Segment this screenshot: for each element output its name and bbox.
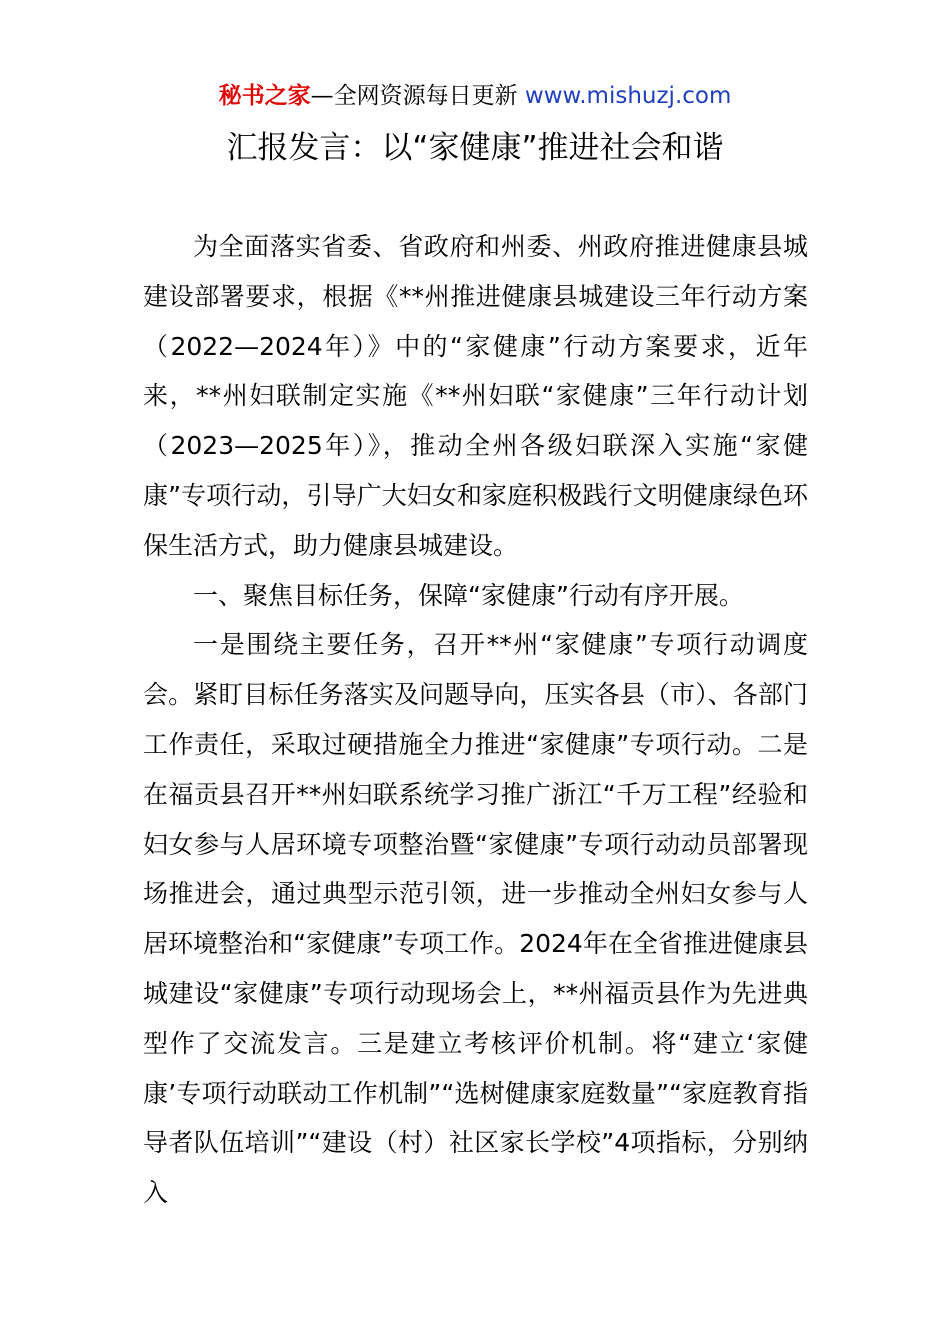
site-header: [0, 78, 950, 114]
document-body: [143, 222, 808, 1218]
intro-paragraph: 为全面落实省委、省政府和州委、州政府推进健康县城建设部署要求，根据《**州推进健康县城建设三年行动方案（2022—2024年）》中的“家健康”行动方案要求，近年来，**州妇联制定实施《**州妇联“家健康”三年行动计划（2023—2025年）》，推动全州各级妇联深入实施“家健康”专项行动，引导广大妇女和家庭积极践行文明健康绿色环保生活方式，助力健康县城建设。: [143, 232, 808, 560]
section-1-paragraph: 一是围绕主要任务，召开**州“家健康”专项行动调度会。紧盯目标任务落实及问题导向，压实各县（市）、各部门工作责任，采取过硬措施全力推进“家健康”专项行动。二是在福贡县召开**州妇联系统学习推广浙江“千万工程”经验和妇女参与人居环境专项整治暨“家健康”专项行动动员部署现场推进会，通过典型示范引领，进一步推动全州妇女参与人居环境整治和“家健康”专项工作。2024年在全省推进健康县城建设“家健康”专项行动现场会上，**州福贡县作为先进典型作了交流发言。三是建立考核评价机制。将“建立‘家健康’专项行动联动工作机制”“选树健康家庭数量”“家庭教育指导者队伍培训”“建设（村）社区家长学校”4项指标，分别纳入: [143, 630, 808, 1208]
site-url-link[interactable]: www.mishuzj.com: [524, 83, 732, 109]
site-tagline: —全网资源每日更新: [310, 83, 518, 109]
section-heading-1: 一、聚焦目标任务，保障“家健康”行动有序开展。: [193, 580, 744, 610]
brand-name: 秘书之家: [218, 83, 311, 109]
document-title: 汇报发言：以“家健康”推进社会和谐: [226, 130, 724, 166]
